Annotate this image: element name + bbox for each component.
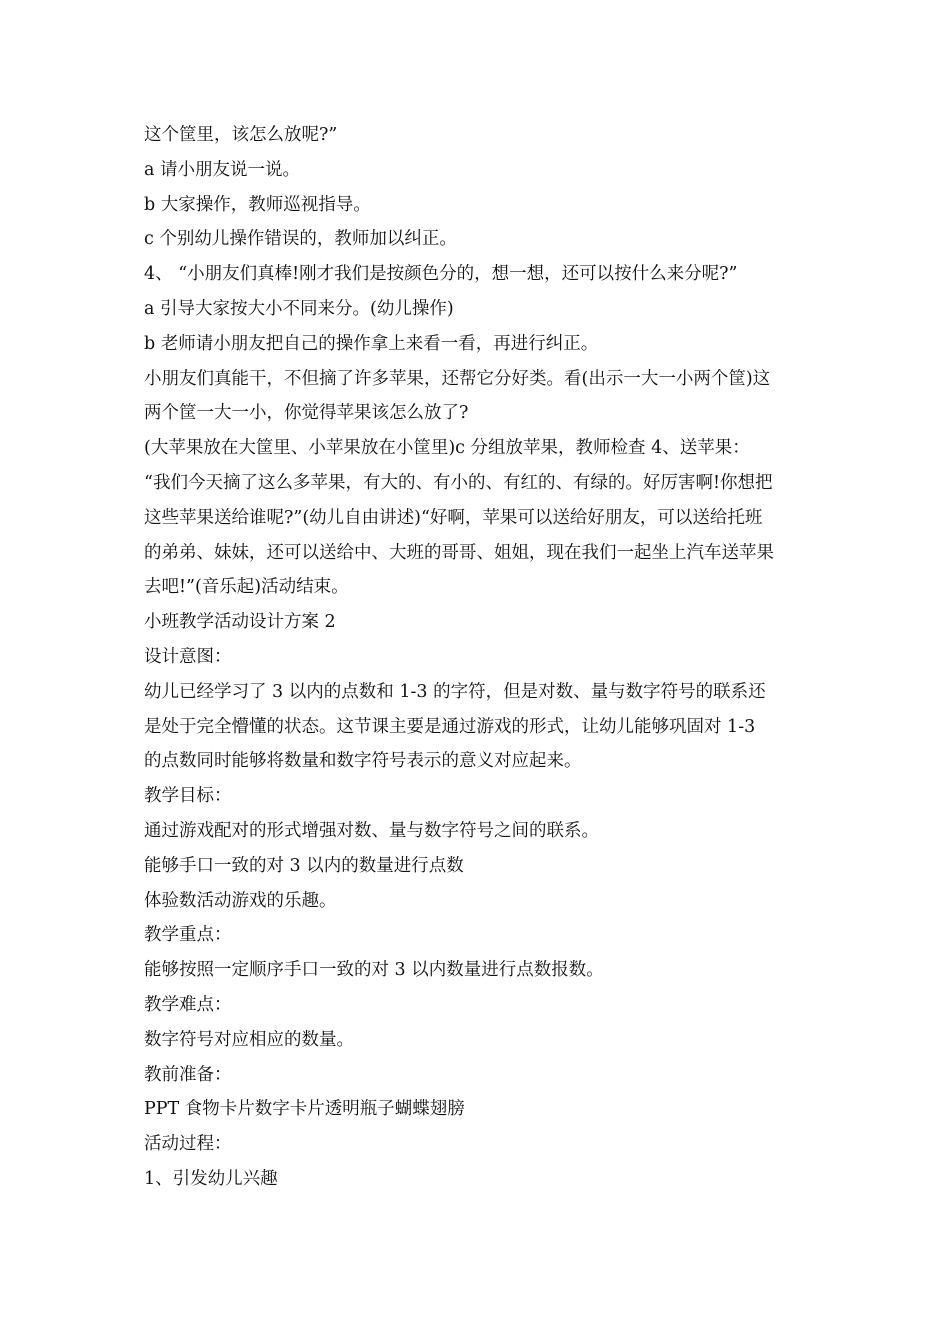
text-line: c 个别幼儿操作错误的，教师加以纠正。 (144, 229, 457, 250)
heading: 教学目标： (144, 786, 232, 807)
text-line: 4、 “小朋友们真棒!刚才我们是按颜色分的，想一想，还可以按什么来分呢?” (144, 264, 738, 285)
text-line: 数字符号对应相应的数量。 (144, 1029, 354, 1050)
text-line: 的点数同时能够将数量和数字符号表示的意义对应起来。 (144, 751, 582, 772)
heading: 教前准备： (144, 1064, 232, 1085)
text-line: 这个筐里，该怎么放呢?” (144, 125, 338, 145)
text-line: 能够手口一致的对 3 以内的数量进行点数 (144, 855, 464, 876)
text-line: 是处于完全懵懂的状态。这节课主要是通过游戏的形式，让幼儿能够巩固对 1-3 (144, 716, 756, 737)
heading: 活动过程： (144, 1134, 232, 1155)
text-line: 通过游戏配对的形式增强对数、量与数字符号之间的联系。 (144, 820, 599, 841)
text-line: (大苹果放在大筐里、小苹果放在小筐里)c 分组放苹果，教师检查 4、送苹果： (144, 438, 750, 459)
text-line: 去吧!”(音乐起)活动结束。 (144, 577, 349, 598)
document-body (144, 118, 808, 1197)
text-line: 两个筐一大一小，你觉得苹果该怎么放了? (144, 403, 469, 424)
text-line: 能够按照一定顺序手口一致的对 3 以内数量进行点数报数。 (144, 960, 604, 981)
text-line: 1、引发幼儿兴趣 (144, 1168, 278, 1189)
section-title: 小班教学活动设计方案 2 (144, 612, 336, 633)
text-line: 的弟弟、妹妹，还可以送给中、大班的哥哥、姐姐，现在我们一起坐上汽车送苹果 (144, 542, 774, 563)
heading: 教学重点： (144, 925, 232, 946)
text-line: a 请小朋友说一说。 (144, 159, 300, 180)
text-line: 体验数活动游戏的乐趣。 (144, 890, 337, 911)
heading: 设计意图： (144, 646, 232, 667)
text-line: 这些苹果送给谁呢?”(幼儿自由讲述)“好啊，苹果可以送给好朋友，可以送给托班 (144, 507, 763, 528)
text-line: b 大家操作，教师巡视指导。 (144, 194, 371, 215)
text-line: 小朋友们真能干，不但摘了许多苹果，还帮它分好类。看(出示一大一小两个筐)这 (144, 368, 771, 389)
text-line: 幼儿已经学习了 3 以内的点数和 1-3 的字符，但是对数、量与数字符号的联系还 (144, 681, 766, 702)
heading: 教学难点： (144, 994, 232, 1015)
text-line: a 引导大家按大小不同来分。(幼儿操作) (144, 298, 454, 319)
text-line: “我们今天摘了这么多苹果，有大的、有小的、有红的、有绿的。好厉害啊!你想把 (144, 472, 773, 493)
text-line: PPT 食物卡片数字卡片透明瓶子蝴蝶翅膀 (144, 1099, 465, 1120)
text-line: b 老师请小朋友把自己的操作拿上来看一看，再进行纠正。 (144, 333, 599, 354)
